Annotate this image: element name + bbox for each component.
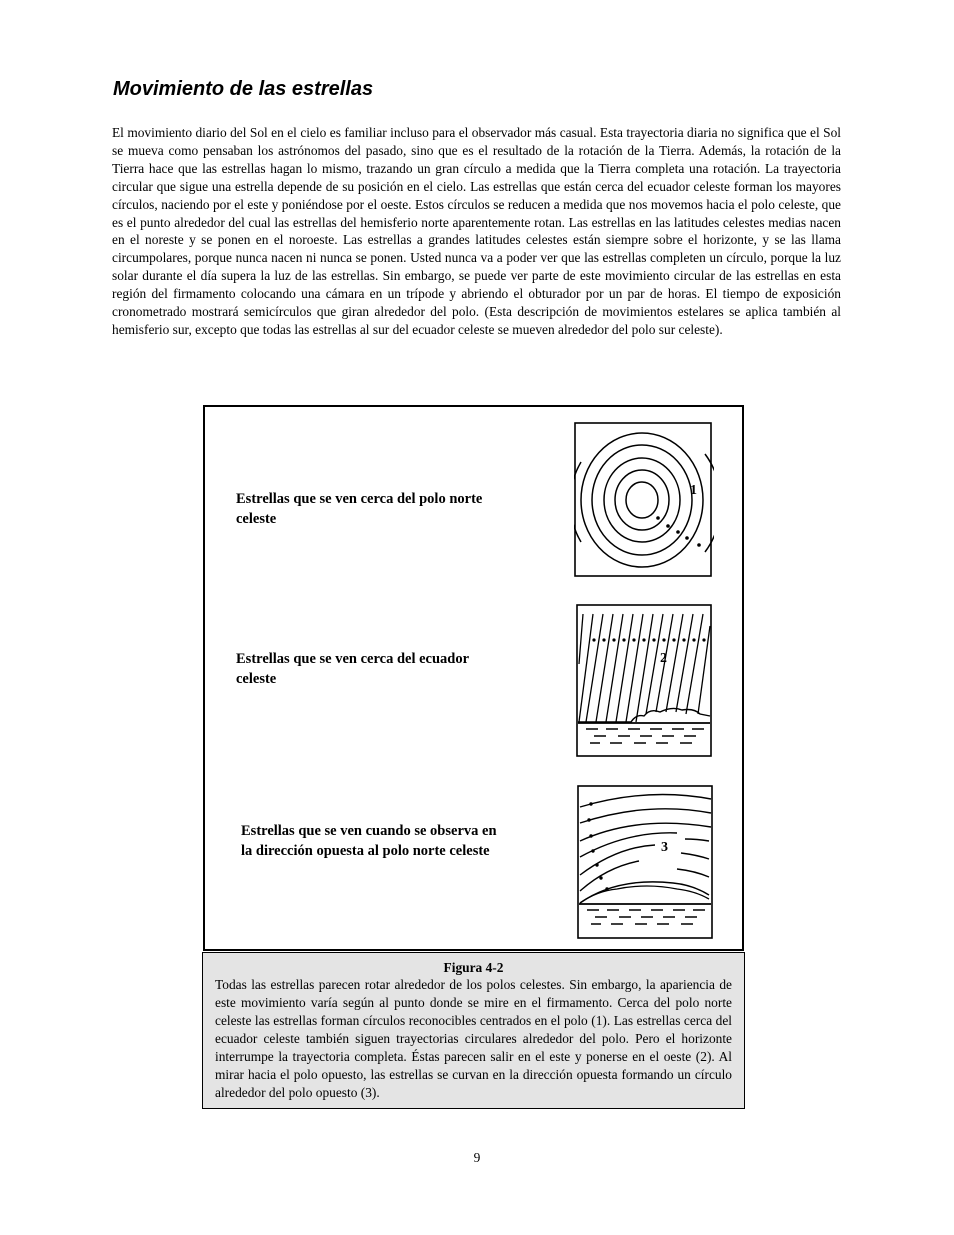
figure-panel: [203, 405, 744, 951]
panel-2-label: Estrellas que se ven cerca del ecuador celeste: [236, 649, 506, 689]
panel-3-number: 3: [661, 840, 668, 855]
panel-1-number: 1: [690, 483, 697, 498]
panel-2-number: 2: [660, 651, 667, 666]
opposite-pole-trails-diagram: [577, 785, 715, 941]
page-number: 9: [473, 1150, 481, 1165]
body-paragraph: El movimiento diario del Sol en el cielo es familiar incluso para el observador más casual. Esta trayectoria diaria no significa que el Sol se mueva como pensaban los astrónomos del pasado, sino que es el resultado de la rotación de la Tierra. Además, la rotación de la Tierra hace que las estrellas hagan lo mismo, trazando un gran círculo a medida que la Tierra completa una rotación. La trayectoria circular que sigue una estrella depende de su posición en el cielo. Las estrellas que están cerca del ecuador celeste forman los mayores círculos, naciendo por el este y poniéndose por el oeste. Estos círculos se reducen a medida que nos movemos hacia el polo celeste, que es el punto alrededor del cual las estrellas del hemisferio norte aparentemente rotan. Las estrellas en las latitudes celestes medias nacen en el noreste y se ponen en el noroeste. Las estrellas a grandes latitudes celestes están siempre sobre el horizonte, y se las llama circumpolares, porque nunca nacen ni nunca se ponen. Usted nunca va a poder ver que las estrellas completen un círculo, porque la luz solar durante el día supera la luz de las estrellas. Sin embargo, se puede ver parte de este movimiento circular de las estrellas en esta región del firmamento colocando una cámara en un trípode y abriendo el obturador por un par de horas. El tiempo de exposición cronometrado mostrará semicírculos que giran alrededor del polo. (Esta descripción de movimientos estelares se aplica también al hemisferio sur, excepto que todas las estrellas al sur del ecuador celeste se mueven alrededor del polo sur celeste).: [112, 125, 841, 337]
panel-1-label: Estrellas que se ven cerca del polo norte celeste: [236, 489, 506, 529]
page-title: Movimiento de las estrellas: [113, 78, 374, 100]
caption-title: Figura 4-2: [443, 960, 504, 975]
figure-caption: [202, 952, 745, 1109]
caption-text: Todas las estrellas parecen rotar alrededor de los polos celestes. Sin embargo, la apariencia de este movimiento varía según al punto donde se mire en el firmamento. Cerca del polo norte celeste las estrellas forman círculos reconocibles centrados en el polo (1). Las estrellas cerca del ecuador celeste también siguen trayectorias circulares alrededor del polo. Pero el horizonte interrumpe la trayectoria completa. Éstas parecen salir en el este y ponerse en el oeste (2). Al mirar hacia el polo opuesto, las estrellas se curvan en la dirección opuesta formando un círculo alrededor del polo opuesto (3).: [215, 977, 732, 1100]
equatorial-trails-diagram: [576, 604, 714, 758]
panel-3-label: Estrellas que se ven cuando se observa en la dirección opuesta al polo norte celeste: [241, 821, 501, 861]
circumpolar-trails-diagram: [574, 422, 714, 578]
